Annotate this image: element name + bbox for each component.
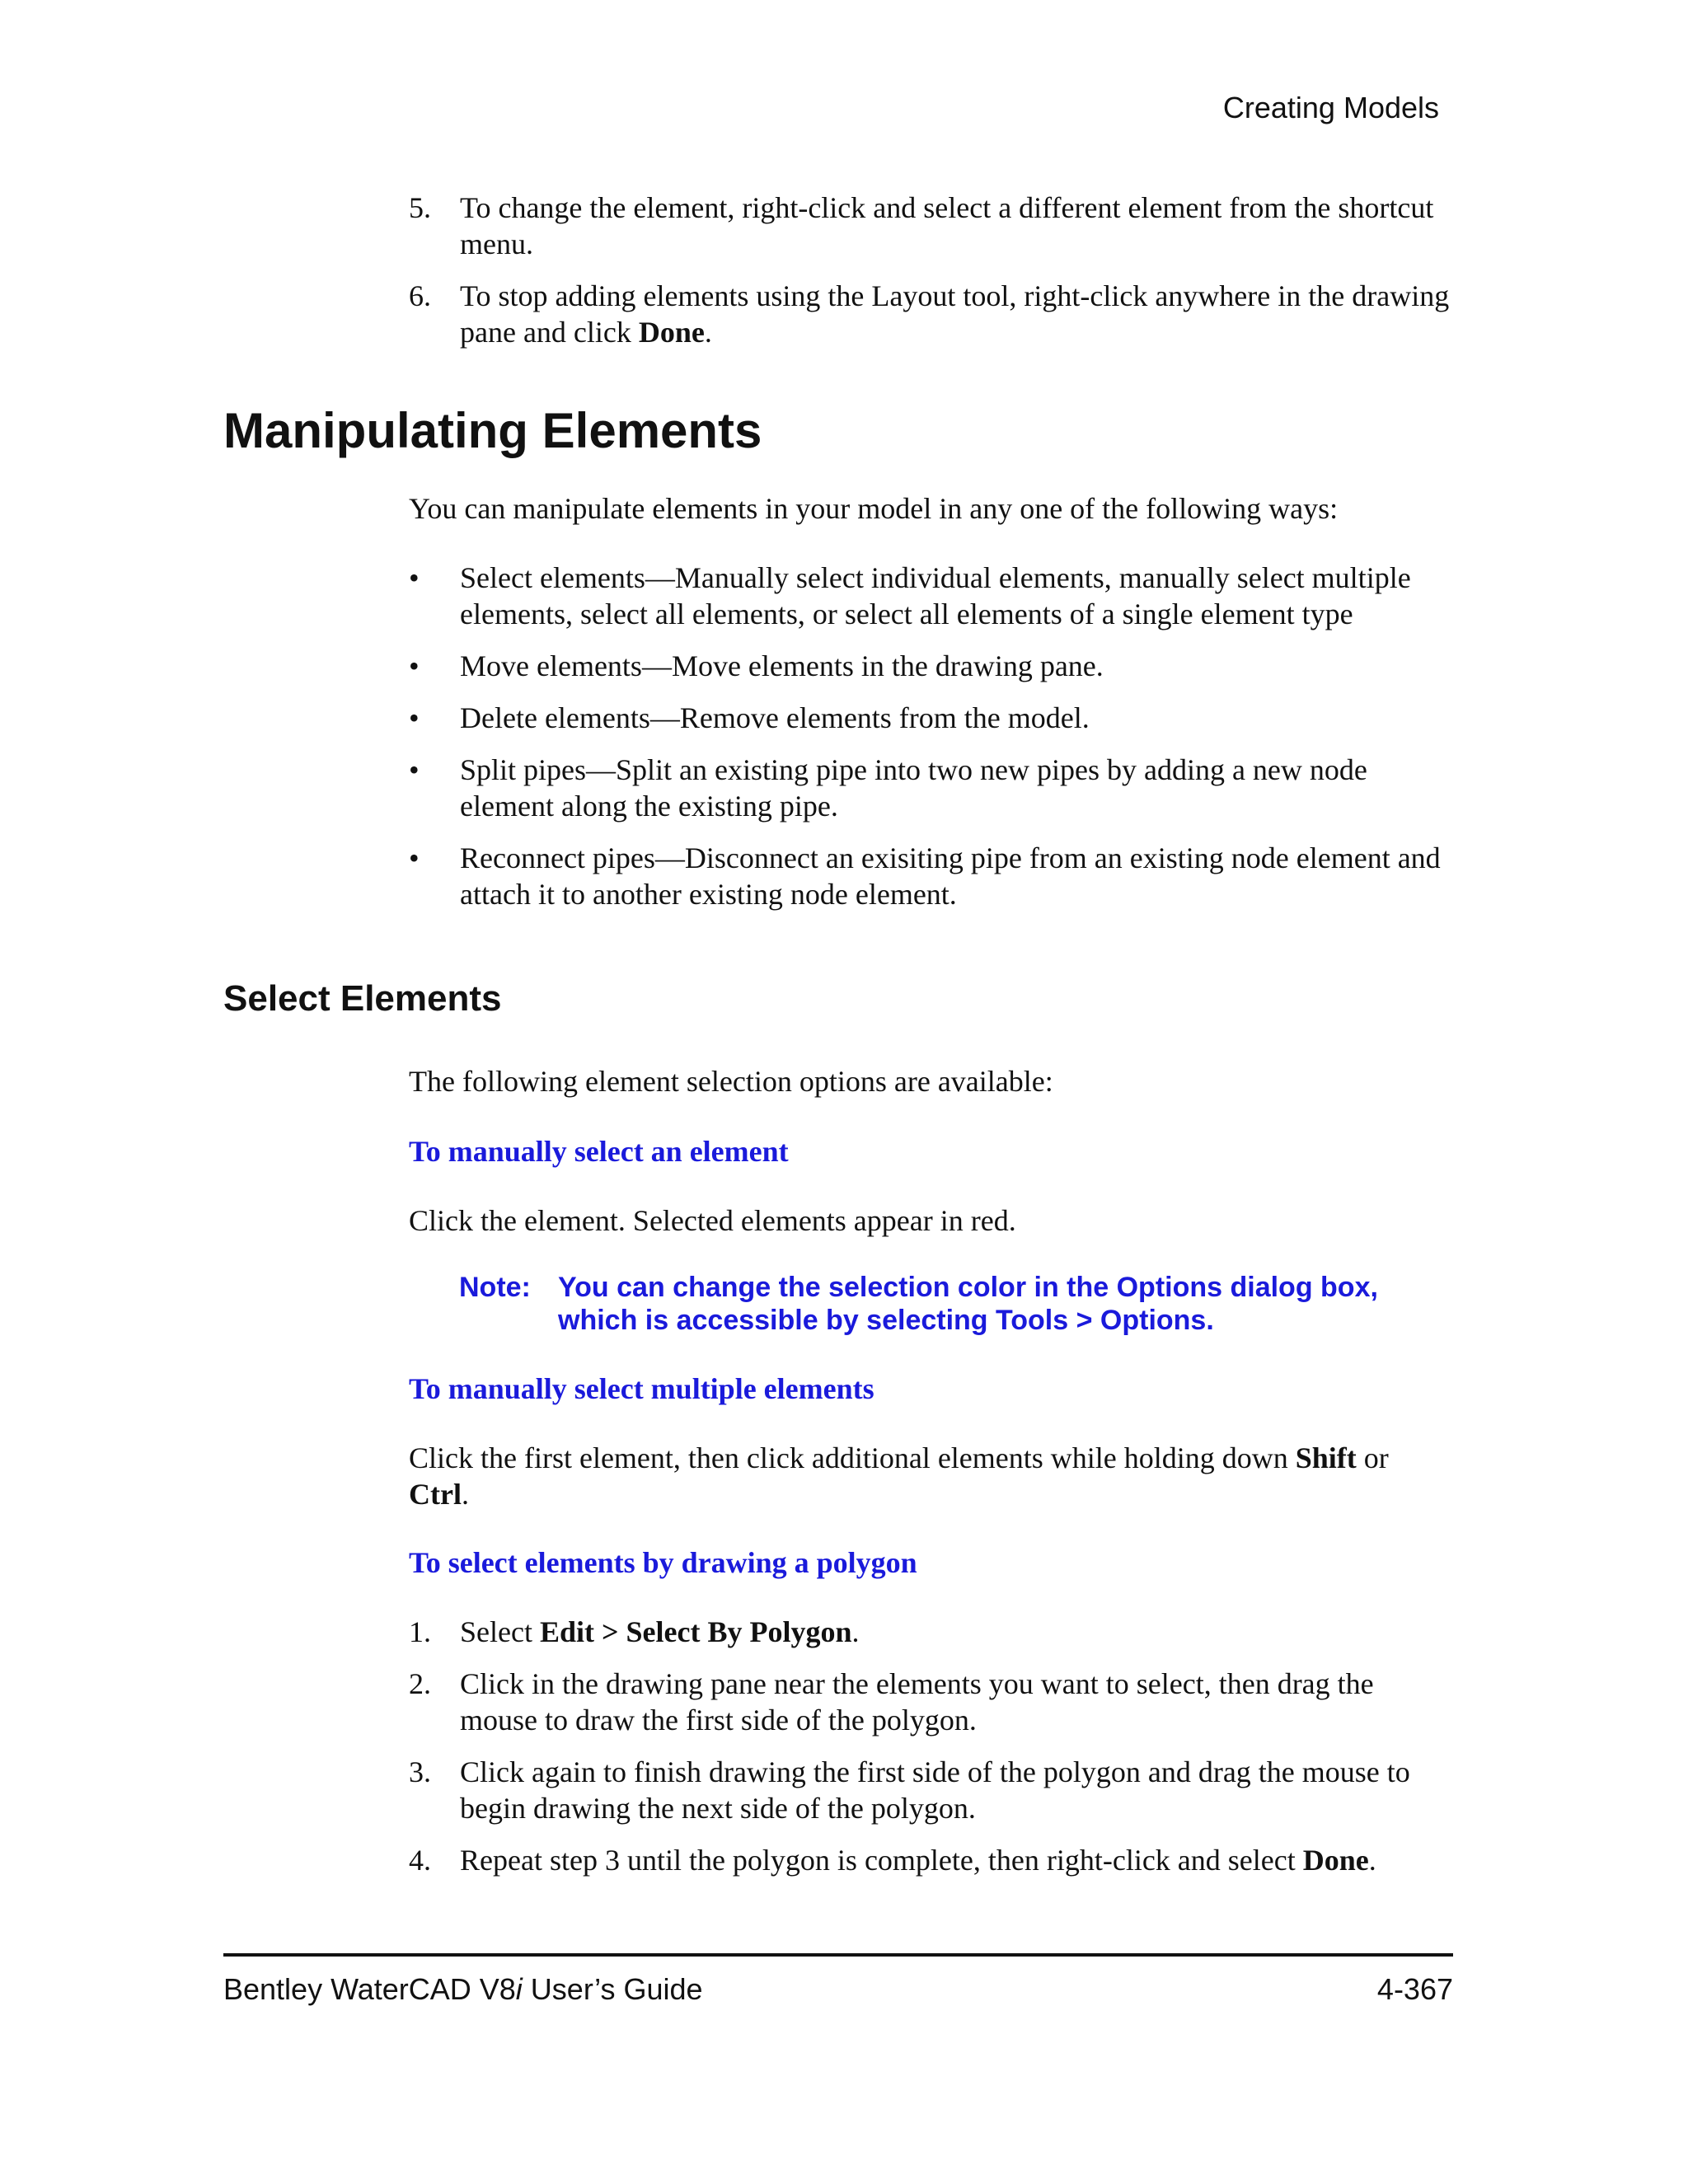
bullet-marker: • xyxy=(409,561,420,594)
note-text: You can change the selection color in the Options dialog box, which is accessible by selecting Tools > Options. xyxy=(558,1272,1378,1336)
subheading-manual-select-multiple: To manually select multiple elements xyxy=(409,1372,874,1405)
step-number: 2. xyxy=(409,1667,431,1700)
ctrl-key: Ctrl xyxy=(409,1478,462,1511)
section-heading-manipulating-elements: Manipulating Elements xyxy=(223,403,762,458)
done-emphasis: Done xyxy=(638,316,705,349)
note-box xyxy=(459,1271,1465,1337)
manipulating-intro: You can manipulate elements in your model in any one of the following ways: xyxy=(409,492,1339,525)
list-item xyxy=(409,278,1456,350)
guide-title-italic: i xyxy=(515,1972,523,2006)
done-emphasis: Done xyxy=(1302,1844,1369,1877)
list-item xyxy=(409,1842,1456,1878)
list-item xyxy=(409,840,1456,912)
bullet-marker: • xyxy=(409,753,420,786)
manual-select-multiple-body xyxy=(409,1440,1456,1512)
page-number: 4-367 xyxy=(1376,1972,1453,2006)
running-header: Creating Models xyxy=(1222,91,1439,124)
list-item xyxy=(409,1754,1456,1826)
menu-path: Edit > Select By Polygon xyxy=(539,1615,852,1648)
list-item xyxy=(409,190,1456,262)
step-text: Click again to finish drawing the first side of the polygon and drag the mouse to begin drawing the next side of the polygon. xyxy=(460,1755,1410,1825)
step-number: 5. xyxy=(409,191,431,224)
list-item xyxy=(409,1614,1456,1650)
bullet-text: Select elements—Manually select individual elements, manually select multiple elements, select all elements, or select all elements of a single element type xyxy=(460,561,1411,630)
bullet-text: Reconnect pipes—Disconnect an exisiting pipe from an existing node element and attach it to another existing node element. xyxy=(460,841,1441,911)
body-text-part: or xyxy=(1356,1441,1389,1474)
list-item xyxy=(409,752,1456,824)
step-number: 4. xyxy=(409,1844,431,1877)
list-item xyxy=(409,648,1456,684)
list-item xyxy=(409,560,1456,632)
list-item xyxy=(409,1666,1456,1738)
step-text-part: To stop adding elements using the Layout tool, right-click anywhere in the drawing pane and click xyxy=(460,279,1450,349)
guide-title-part: User’s Guide xyxy=(522,1972,703,2006)
select-intro: The following element selection options are available: xyxy=(409,1065,1053,1098)
step-text-part: . xyxy=(704,316,712,349)
manipulation-methods-list xyxy=(409,560,1456,928)
step-text-part: Select xyxy=(460,1615,540,1648)
bullet-marker: • xyxy=(409,701,420,734)
subheading-select-by-polygon: To select elements by drawing a polygon xyxy=(409,1546,917,1579)
step-text xyxy=(460,1615,859,1648)
step-text xyxy=(460,1844,1376,1877)
shift-key: Shift xyxy=(1295,1441,1357,1474)
bullet-text: Delete elements—Remove elements from the model. xyxy=(460,701,1090,734)
step-text-part: . xyxy=(1368,1844,1376,1877)
polygon-steps-list xyxy=(409,1614,1456,1878)
step-text-part: . xyxy=(851,1615,860,1648)
step-text: Click in the drawing pane near the elements you want to select, then drag the mouse to draw the first side of the polygon. xyxy=(460,1667,1374,1736)
bullet-marker: • xyxy=(409,841,420,874)
manual-select-body: Click the element. Selected elements appear in red. xyxy=(409,1204,1016,1237)
bullet-marker: • xyxy=(409,649,420,682)
footer-rule xyxy=(223,1953,1453,1957)
step-number: 3. xyxy=(409,1755,431,1788)
step-number: 6. xyxy=(409,279,431,312)
subheading-manual-select: To manually select an element xyxy=(409,1135,789,1168)
list-item xyxy=(409,700,1456,736)
step-number: 1. xyxy=(409,1615,431,1648)
section-heading-select-elements: Select Elements xyxy=(223,978,502,1019)
step-text xyxy=(460,279,1449,349)
body-text-part: . xyxy=(461,1478,469,1511)
top-steps-list xyxy=(409,190,1456,350)
guide-title-part: Bentley WaterCAD V8 xyxy=(223,1972,516,2006)
note-label: Note: xyxy=(459,1272,531,1303)
body-text-part: Click the first element, then click additional elements while holding down xyxy=(409,1441,1296,1474)
bullet-text: Move elements—Move elements in the drawing pane. xyxy=(460,649,1104,682)
footer-guide-title xyxy=(223,1971,703,2008)
step-text-part: Repeat step 3 until the polygon is complete, then right-click and select xyxy=(460,1844,1303,1877)
bullet-text: Split pipes—Split an existing pipe into two new pipes by adding a new node element along the existing pipe. xyxy=(460,753,1367,823)
step-text: To change the element, right-click and select a different element from the shortcut menu. xyxy=(460,191,1434,260)
